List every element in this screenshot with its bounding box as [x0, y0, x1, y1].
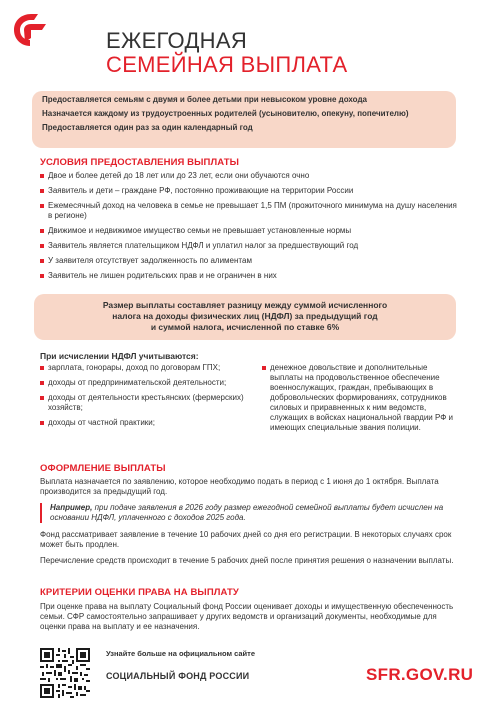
intro-box	[32, 91, 456, 148]
registration-title: ОФОРМЛЕНИЕ ВЫПЛАТЫ	[40, 463, 166, 474]
criteria-paragraph: При оценке права на выплату Социальный фонд России оценивает доходы и имущественную обеспеченность семьи. СФР самостоятельно запрашивает у других ведомств и организаций документы, необходимые для оценки права на выплату и ее назначения.	[40, 602, 454, 631]
list-item: Ежемесячный доход на человека в семье не превышает 1,5 ПМ (прожиточного минимума на душу населения в регионе)	[40, 201, 460, 221]
size-line-1: Размер выплаты составляет разницу между суммой исчисленного	[102, 300, 388, 310]
title-line-1: ЕЖЕГОДНАЯ	[106, 28, 248, 53]
page-title	[106, 30, 347, 76]
list-item: зарплата, гонорары, доход по договорам ГПХ;	[40, 363, 254, 373]
list-item: Заявитель не лишен родительских прав и не ограничен в них	[40, 271, 460, 281]
registration-paragraph-1: Выплата назначается по заявлению, которое необходимо подать в период с 1 июня до 1 октября. Выплата производится за предыдущий год.	[40, 477, 439, 496]
registration-paragraph-2: Фонд рассматривает заявление в течение 10 рабочих дней со дня его регистрации. В некоторых случаях срок может быть продлен.	[40, 530, 452, 549]
list-item: денежное довольствие и дополнительные выплаты на продовольственное обеспечение военнослужащих, граждан, пребывающих в добровольческих формированиях, сотрудников силовых и приравненных к ним ведомств, служащих в войсках национальной гвардии РФ и имеющих специальные звания полиции.	[262, 363, 462, 433]
list-item: доходы от предпринимательской деятельности;	[40, 378, 254, 388]
list-item: Движимое и недвижимое имущество семьи не превышает установленные нормы	[40, 226, 460, 236]
size-line-3: и суммой налога, исчисленной по ставке 6%	[150, 322, 340, 332]
intro-line-2: Назначается каждому из трудоустроенных родителей (усыновителю, опекуну, попечителю)	[42, 109, 409, 118]
intro-line-1: Предоставляется семьям с двумя и более детьми при невысоком уровне дохода	[42, 95, 367, 104]
sfr-logo-icon	[10, 8, 50, 48]
ndfl-list-left	[40, 363, 254, 433]
note-prefix: Например,	[50, 503, 93, 512]
registration-paragraph-3: Перечисление средств происходит в течение 5 рабочих дней после принятия решения о назначении выплаты.	[40, 556, 454, 565]
list-item: Заявитель и дети – граждане РФ, постоянно проживающие на территории России	[40, 186, 460, 196]
list-item: доходы от деятельности крестьянских (фермерских) хозяйств;	[40, 393, 254, 413]
conditions-title: УСЛОВИЯ ПРЕДОСТАВЛЕНИЯ ВЫПЛАТЫ	[40, 157, 240, 168]
footer-site-link[interactable]: SFR.GOV.RU	[366, 665, 474, 684]
footer-org-name: СОЦИАЛЬНЫЙ ФОНД РОССИИ	[106, 671, 250, 681]
payment-size-box	[34, 294, 456, 340]
list-item: Заявитель является плательщиком НДФЛ и уплатил налог за предшествующий год	[40, 241, 460, 251]
conditions-list	[40, 171, 460, 286]
qr-code-icon[interactable]	[40, 648, 90, 698]
ndfl-heading: При исчислении НДФЛ учитываются:	[40, 351, 199, 361]
intro-line-3: Предоставляется один раз за один календарный год	[42, 123, 253, 132]
size-line-2: налога на доходы физических лиц (НДФЛ) за предыдущий год	[112, 311, 378, 321]
ndfl-list-right	[262, 363, 462, 438]
list-item: доходы от частной практики;	[40, 418, 254, 428]
criteria-title: КРИТЕРИИ ОЦЕНКИ ПРАВА НА ВЫПЛАТУ	[40, 587, 239, 598]
list-item: У заявителя отсутствует задолженность по алиментам	[40, 256, 460, 266]
title-line-2: СЕМЕЙНАЯ ВЫПЛАТА	[106, 52, 348, 77]
registration-note	[40, 503, 460, 523]
list-item: Двое и более детей до 18 лет или до 23 лет, если они обучаются очно	[40, 171, 460, 181]
footer-more-text: Узнайте больше на официальном сайте	[106, 649, 256, 658]
note-text: при подаче заявления в 2026 году размер ежегодной семейной выплаты будет исчислен на основании НДФЛ, уплаченного с доходов 2025 года.	[50, 503, 444, 522]
